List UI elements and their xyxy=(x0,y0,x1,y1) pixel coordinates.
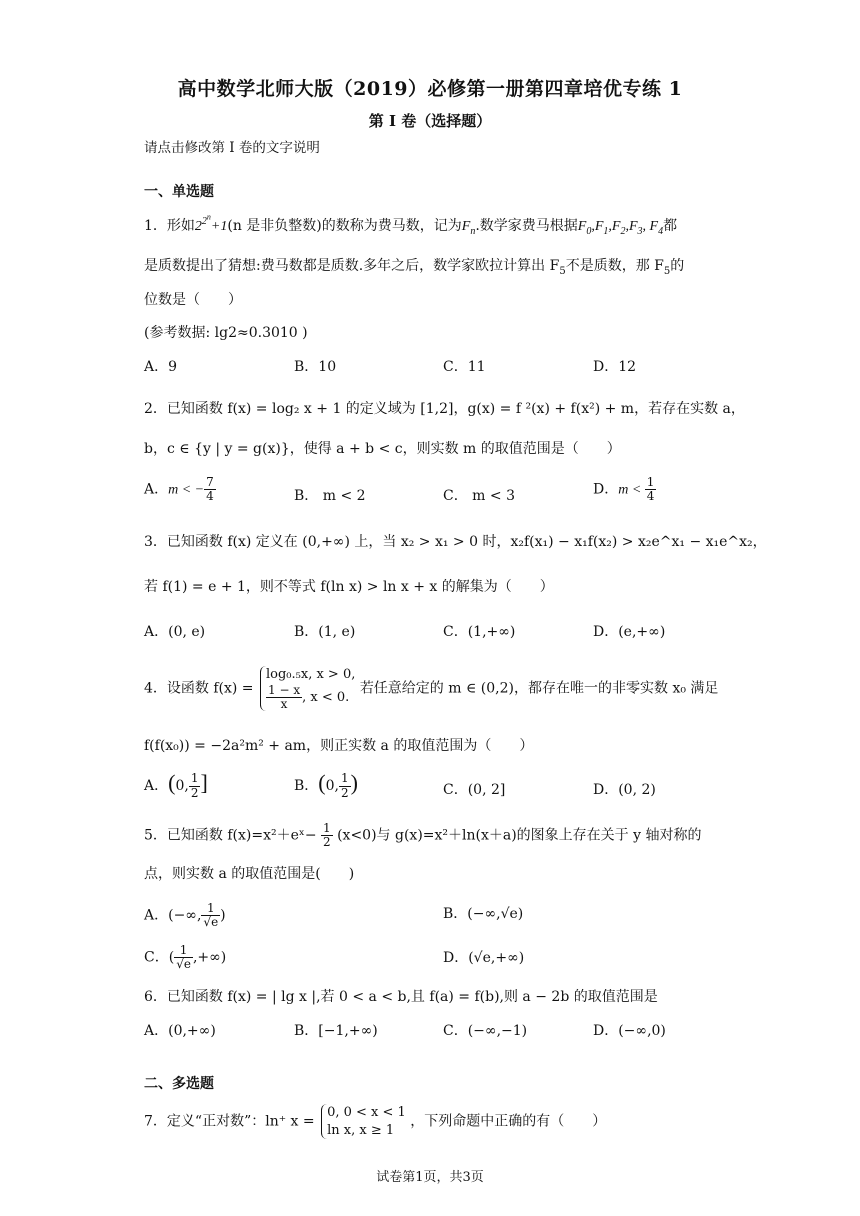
q5-option-a[interactable]: A．(−∞, $\frac{1}{√e}$ ) xyxy=(144,901,226,930)
q5-option-c-label: C．( xyxy=(144,949,175,966)
q4-option-a-frac: $\frac{1}{2}$ xyxy=(190,771,199,800)
q2-option-d-frac: $\frac{1}{4}$ xyxy=(646,475,655,504)
q1-line2-c: 的 xyxy=(670,258,685,274)
q4-option-a-label: A． xyxy=(144,778,169,794)
q1-line2: 是质数提出了猜想:费马数都是质数.多年之后，数学家欧拉计算出 $F_5$不是质数，那 $F_5$的 xyxy=(144,258,685,277)
q4-option-b-label: B． xyxy=(294,778,319,794)
q4-option-a[interactable]: A．(0, $\frac{1}{2}$ ] xyxy=(144,770,208,800)
q1-option-c[interactable]: C．11 xyxy=(443,359,486,375)
q4-line1 xyxy=(144,666,718,711)
q1-text-c: .数学家费马根据 xyxy=(475,218,578,234)
q1-line3: 位数是（ ） xyxy=(144,292,242,308)
doc-title: 高中数学北师大版（2019）必修第一册第四章培优专练 1 xyxy=(177,78,683,100)
q4-line2: f(f(x₀)) = −2a²m² + am，则正实数 a 的取值范围为（ ） xyxy=(144,738,534,754)
q4-case2-frac: $\frac{1 - x}{x}$ xyxy=(268,682,301,711)
page-footer: 试卷第1页，共3页 xyxy=(376,1170,484,1185)
q2-option-a-math: m < − xyxy=(168,482,205,498)
q3-line1: 3．已知函数 f(x) 定义在 (0,+∞) 上，当 x₂ > x₁ > 0 时，x₂f(x₁) − x₁f(x₂) > x₂e^x₁ − x₁e^x₂， xyxy=(144,534,767,550)
q2-option-a-frac: $\frac{7}{4}$ xyxy=(206,475,214,504)
q3-option-a[interactable]: A．(0, e) xyxy=(144,624,206,640)
q4-case1: log₀.₅x, x > 0, xyxy=(266,667,356,682)
q3-option-b[interactable]: B．(1, e) xyxy=(294,624,356,640)
q1-formula: $2^{2^n}+1$ xyxy=(194,213,228,234)
q4-option-d[interactable]: D．(0, 2) xyxy=(593,782,656,798)
q6-option-c[interactable]: C．(−∞,−1) xyxy=(443,1023,528,1039)
q4-option-b-frac: $\frac{1}{2}$ xyxy=(340,771,349,800)
q7-suffix: ，下列命题中正确的有（ ） xyxy=(410,1113,607,1130)
q7-line1 xyxy=(144,1104,606,1139)
q2-option-a-label: A． xyxy=(144,481,169,498)
q1-text-d: 都 xyxy=(663,218,678,234)
q1-text-a: 1．形如 xyxy=(144,218,195,234)
q3-option-d[interactable]: D．(e,+∞) xyxy=(593,624,666,640)
q3-option-c[interactable]: C．(1,+∞) xyxy=(443,624,516,640)
q2-line1: 2．已知函数 f(x) = log₂ x + 1 的定义域为 [1,2]，g(x) = f ²(x) + f(x²) + m，若存在实数 a， xyxy=(144,401,745,417)
q2-option-d-label: D． xyxy=(593,481,619,498)
q5-option-c-frac: $\frac{1}{√e}$ xyxy=(176,943,191,972)
q5-half-frac: $\frac{1}{2}$ xyxy=(323,821,331,850)
q2-option-c[interactable]: C． m < 3 xyxy=(443,488,515,504)
instruction-note[interactable]: 请点击修改第 I 卷的文字说明 xyxy=(144,140,320,156)
q5-option-d[interactable]: D．(√e,+∞) xyxy=(443,950,525,966)
q4-suffix: 若任意给定的 m ∈ (0,2)，都存在唯一的非零实数 x₀ 满足 xyxy=(359,680,719,697)
q7-piecewise xyxy=(321,1104,406,1139)
q1-option-d[interactable]: D．12 xyxy=(593,359,637,375)
q7-case1: 0, 0 < x < 1 xyxy=(327,1105,406,1120)
q2-option-a[interactable] xyxy=(144,476,216,503)
q2-line2: b，c ∈ {y | y = g(x)}，使得 a + b < c，则实数 m 的取值范围是（ ） xyxy=(144,441,621,457)
q6-option-a[interactable]: A．(0,+∞) xyxy=(144,1023,216,1039)
q4-option-b[interactable]: B．(0, $\frac{1}{2}$ ) xyxy=(294,770,358,800)
q5-line2: 点，则实数 a 的取值范围是( ) xyxy=(144,866,355,882)
q4-option-b-paren: ( xyxy=(318,770,326,795)
q6-line1: 6．已知函数 f(x) = | lg x |,若 0 < a < b,且 f(a) = f(b),则 a − 2b 的取值范围是 xyxy=(144,989,658,1005)
q4-option-a-paren: ( xyxy=(168,770,176,795)
q6-option-b[interactable]: B．[−1,+∞) xyxy=(294,1023,378,1039)
q7-prefix: 7．定义“正对数”：ln⁺ x = xyxy=(144,1113,315,1130)
q1-f-list: $F_0,F_1,F_2,F_3$, $F_4$ xyxy=(577,219,664,237)
q5-line1 xyxy=(144,822,702,849)
q5-line1-a: 5．已知函数 f(x)=x²＋eˣ− xyxy=(144,827,317,844)
q1-text-b: (n 是非负整数)的数称为费马数，记为 xyxy=(227,218,462,234)
q3-line2: 若 f(1) = e + 1，则不等式 f(ln x) > ln x + x 的解集为（ ） xyxy=(144,579,554,595)
q4-case2-tail: , x < 0. xyxy=(302,689,350,705)
q4-prefix: 4．设函数 f(x) = xyxy=(144,680,254,697)
q5-line1-b: (x<0)与 g(x)=x²＋ln(x＋a)的图象上存在关于 y 轴对称的 xyxy=(337,827,702,844)
q1-option-a[interactable]: A．9 xyxy=(144,359,178,375)
q2-option-d[interactable] xyxy=(593,476,656,503)
q1-option-b[interactable]: B．10 xyxy=(294,359,337,375)
q5-option-a-label: A．(−∞, xyxy=(144,907,202,924)
q1-reference: (参考数据: lg2≈0.3010 ) xyxy=(144,325,308,341)
q4-option-b-paren-close: ) xyxy=(350,770,358,795)
q4-option-a-bracket: ] xyxy=(200,770,208,795)
doc-subtitle: 第 I 卷（选择题） xyxy=(368,112,492,130)
q2-option-b[interactable]: B． m < 2 xyxy=(294,488,366,504)
q1-line2-b: 不是质数，那 F xyxy=(565,258,664,274)
q6-option-d[interactable]: D．(−∞,0) xyxy=(593,1023,666,1039)
q4-option-c[interactable]: C．(0, 2] xyxy=(443,782,506,798)
q7-case2: ln x, x ≥ 1 xyxy=(327,1122,395,1138)
section-single-choice: 一、单选题 xyxy=(144,184,214,200)
q1-line1 xyxy=(144,215,677,235)
q1-fn: $F_n$ xyxy=(461,219,476,237)
q5-option-c[interactable]: C．( $\frac{1}{√e}$ ,+∞) xyxy=(144,943,227,972)
q5-option-a-frac: $\frac{1}{√e}$ xyxy=(203,901,219,930)
q2-option-d-math: m < xyxy=(618,482,645,498)
q4-piecewise xyxy=(260,666,355,711)
q5-option-b[interactable]: B．(−∞,√e) xyxy=(443,906,524,922)
section-multiple-choice: 二、多选题 xyxy=(144,1076,214,1092)
q1-line2-a: 是质数提出了猜想:费马数都是质数.多年之后，数学家欧拉计算出 F xyxy=(144,258,560,274)
